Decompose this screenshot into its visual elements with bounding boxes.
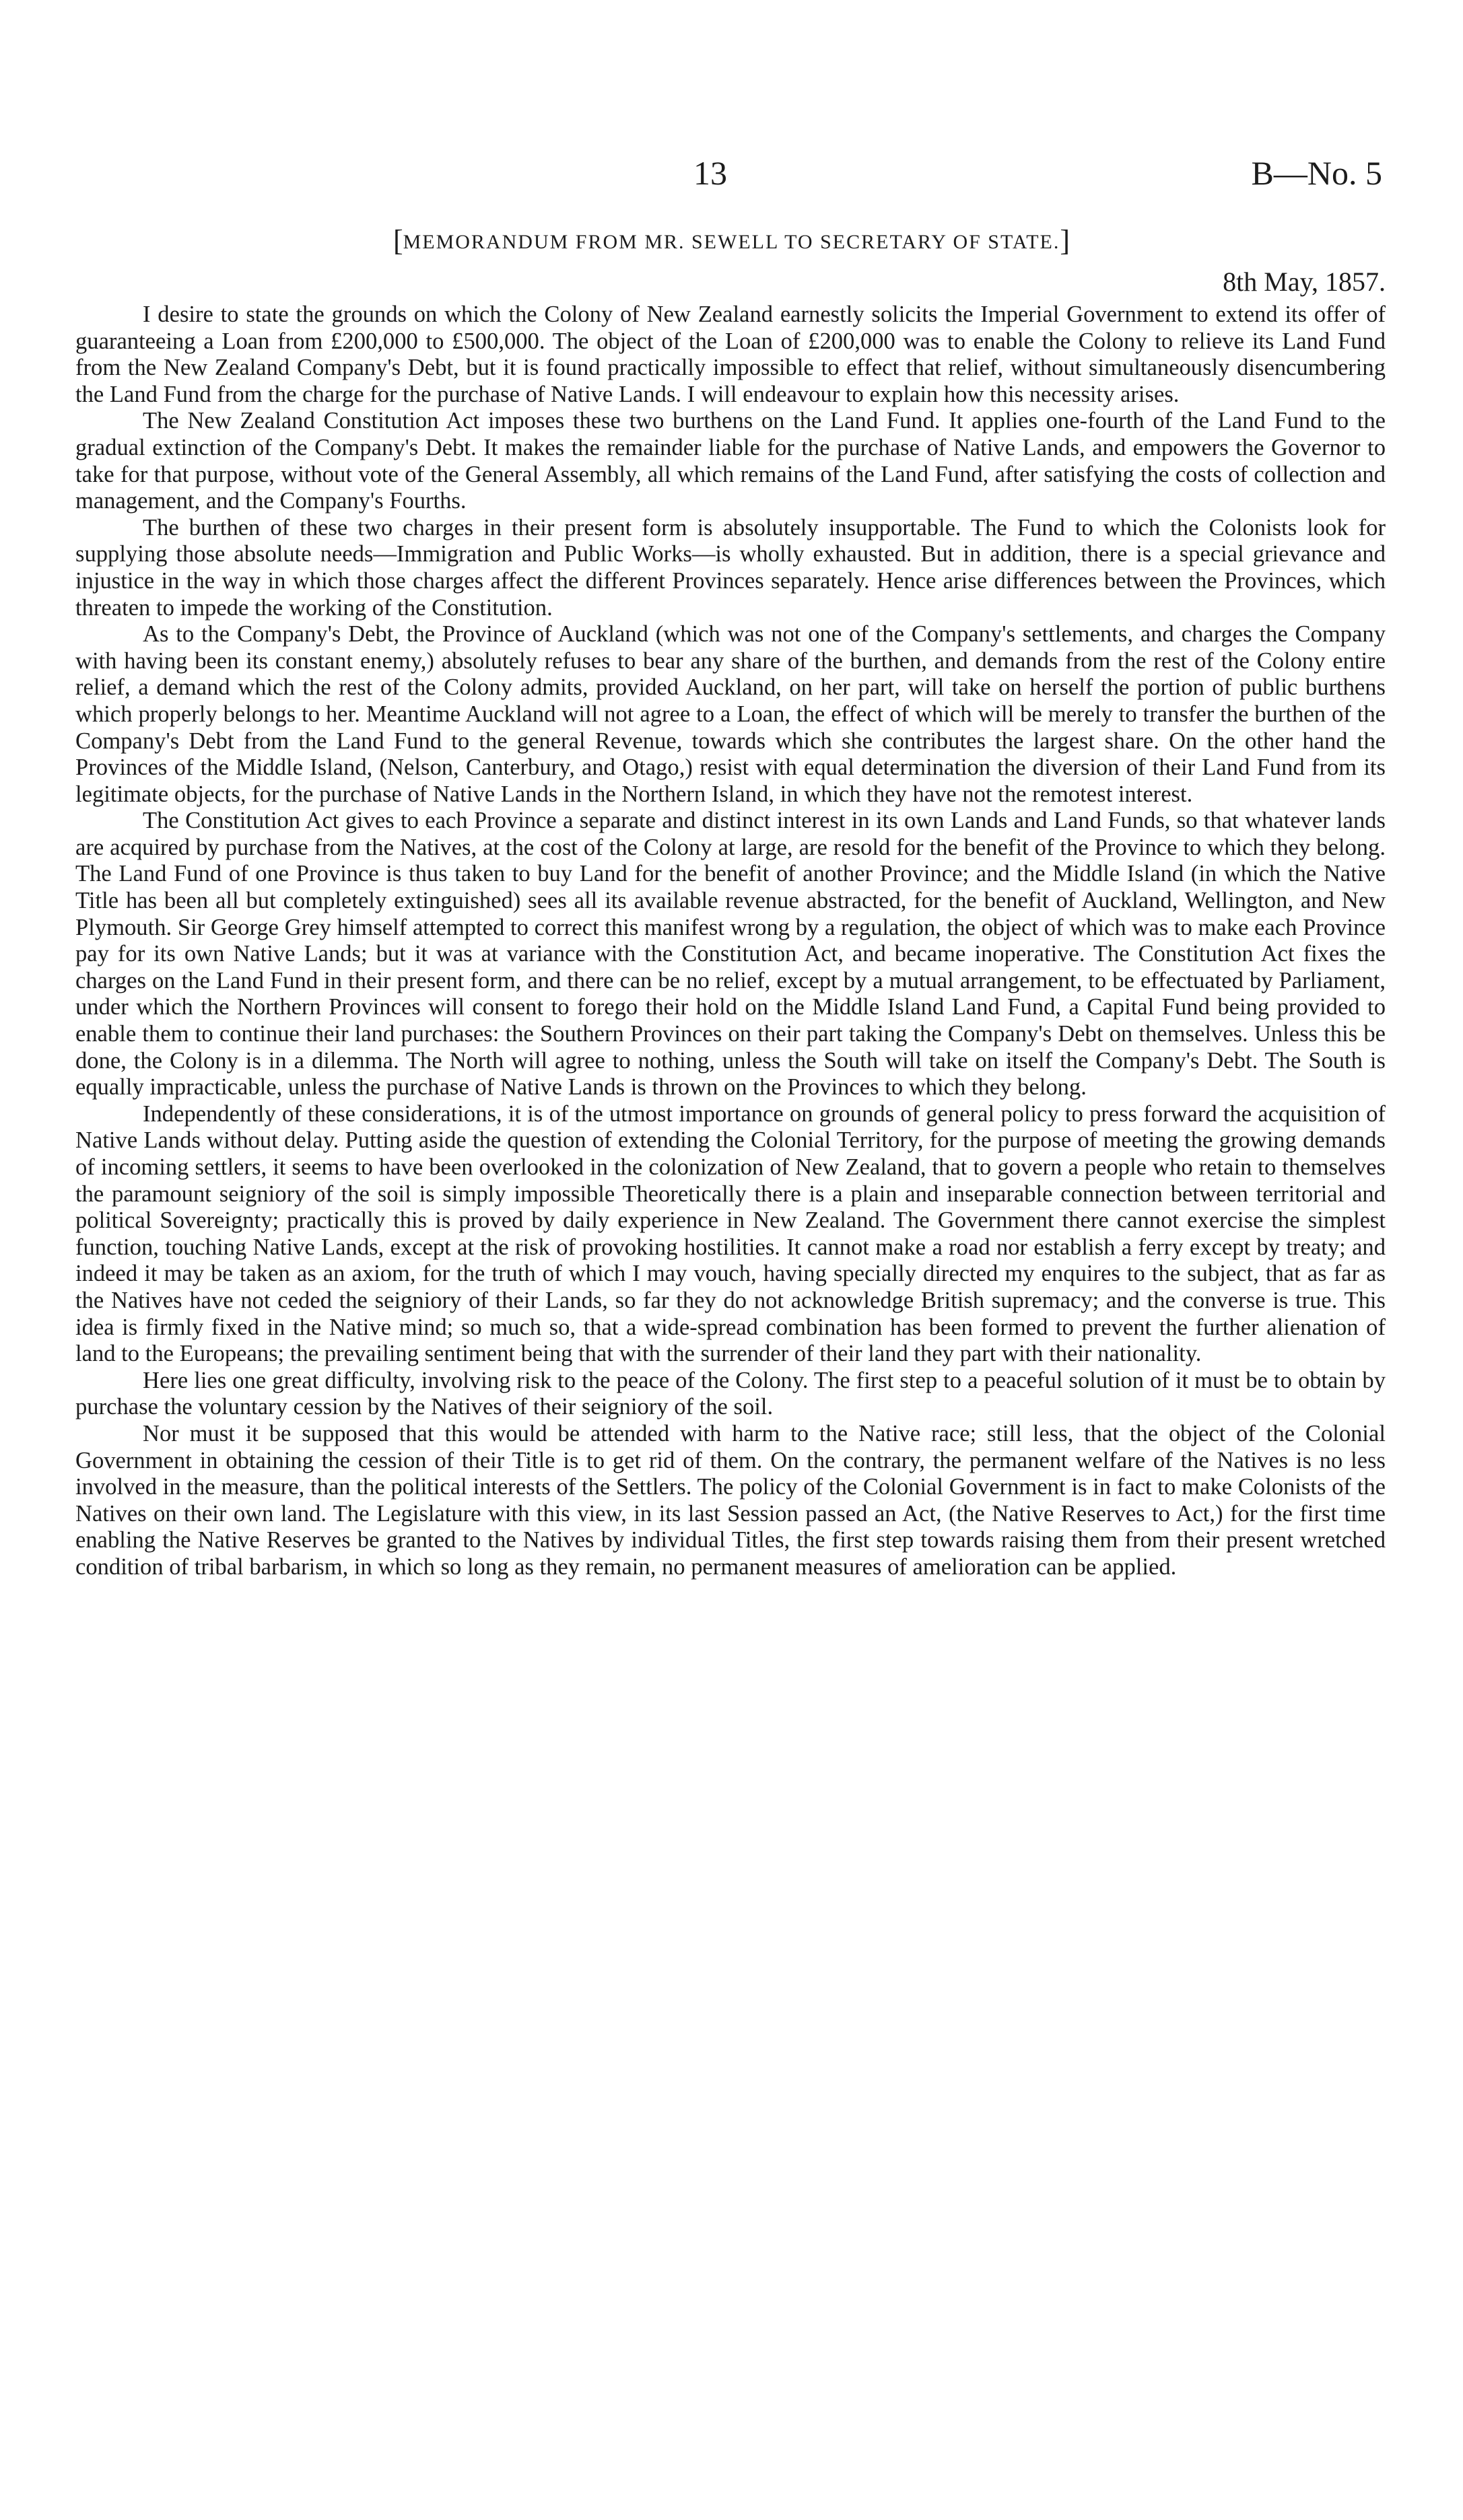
paragraph-4: As to the Company's Debt, the Province of Auckland (which was not one of the Company's settlements, and charges the Company with having been its constant enemy,) absolutely refuses to bear any share of the burthen, and demands from the rest of the Colony entire relief, a demand which the rest of the Colony admits, provided Auckland, on her part, will take on herself the portion of public burthens which properly belongs to her. Meantime Auckland will not agree to a Loan, the effect of which will be merely to transfer the burthen of the Company's Debt from the Land Fund to the general Revenue, towards which she contributes the largest share. On the other hand the Provinces of the Middle Island, (Nelson, Canterbury, and Otago,) resist with equal determination the diversion of their Land Fund from its legitimate objects, for the purchase of Native Lands in the Northern Island, in which they have not the remotest interest.: [75, 621, 1386, 807]
page-number: 13: [693, 154, 727, 192]
paragraph-8: Nor must it be supposed that this would be attended with harm to the Native race; still less, that the object of the Colonial Government in obtaining the cession of their Title is to get rid of them. On the contrary, the permanent welfare of the Natives is no less involved in the measure, than the political interests of the Settlers. The policy of the Colonial Government is in fact to make Colonists of the Natives on their own land. The Legislature with this view, in its last Session passed an Act, (the Native Reserves to Act,) for the first time enabling the Native Reserves be granted to the Natives by individual Titles, the first step towards raising them from their present wretched condition of tribal barbarism, in which so long as they remain, no permanent measures of amelioration can be applied.: [75, 1420, 1386, 1580]
paragraph-6: Independently of these considerations, it is of the utmost importance on grounds of general policy to press forward the acquisition of Native Lands without delay. Putting aside the question of extending the Colonial Territory, for the purpose of meeting the growing demands of incoming settlers, it seems to have been overlooked in the colonization of New Zealand, that to govern a people who retain to themselves the paramount seigniory of the soil is simply impossible Theoretically there is a plain and inseparable connection between territorial and political Sovereignty; practically this is proved by daily experience in New Zealand. The Government there cannot exercise the simplest function, touching Native Lands, except at the risk of provoking hostilities. It cannot make a road nor establish a ferry except by treaty; and indeed it may be taken as an axiom, for the truth of which I may vouch, having specially directed my enquires to the subject, that as far as the Natives have not ceded the seigniory of their Lands, so far they do not acknowledge British supremacy; and the converse is true. This idea is firmly fixed in the Native mind; so much so, that a wide-spread combination has been formed to prevent the further alienation of land to the Europeans; the prevailing sentiment being that with the surrender of their land they part with their nationality.: [75, 1100, 1386, 1367]
memorandum-body: [75, 302, 1386, 1581]
paragraph-5: The Constitution Act gives to each Province a separate and distinct interest in its own Lands and Land Funds, so that whatever lands are acquired by purchase from the Natives, at the cost of the Colony at large, are resold for the benefit of the Province to which they belong. The Land Fund of one Province is thus taken to buy Land for the benefit of another Province; and the Middle Island (in which the Native Title has been all but completely extinguished) sees all its available revenue abstracted, for the benefit of Auckland, Wellington, and New Plymouth. Sir George Grey himself attempted to correct this manifest wrong by a regulation, the object of which was to make each Province pay for its own Native Lands; but it was at variance with the Constitution Act, and became inoperative. The Constitution Act fixes the charges on the Land Fund in their present form, and there can be no relief, except by a mutual arrangement, to be effectuated by Parliament, under which the Northern Provinces will consent to forego their hold on the Middle Island Land Fund, a Capital Fund being provided to enable them to continue their land purchases: the Southern Provinces on their part taking the Company's Debt on themselves. Unless this be done, the Colony is in a dilemma. The North will agree to nothing, unless the South will take on itself the Company's Debt. The South is equally impracticable, unless the purchase of Native Lands is thrown on the Provinces to which they belong.: [75, 808, 1386, 1100]
heading-bracket-close: ]: [1060, 224, 1070, 257]
paragraph-2: The New Zealand Constitution Act imposes these two burthens on the Land Fund. It applies one-fourth of the Land Fund to the gradual extinction of the Company's Debt. It makes the remainder liable for the purchase of Native Lands, and empowers the Governor to take for that purpose, without vote of the General Assembly, all which remains of the Land Fund, after satisfying the costs of collection and management, and the Company's Fourths.: [75, 408, 1386, 514]
heading-bracket-open: [: [393, 224, 403, 257]
paragraph-3: The burthen of these two charges in their present form is absolutely insupportable. The Fund to which the Colonists look for supplying those absolute needs—Immigration and Public Works—is wholly exhausted. But in addition, there is a special grievance and injustice in the way in which those charges affect the different Provinces separately. Hence arise differences between the Provinces, which threaten to impede the working of the Constitution.: [75, 514, 1386, 621]
memorandum-heading: [0, 223, 1463, 258]
heading-title: MEMORANDUM FROM MR. SEWELL TO SECRETARY OF STATE.: [403, 231, 1060, 253]
paragraph-1: I desire to state the grounds on which the Colony of New Zealand earnestly solicits the Imperial Government to extend its offer of guaranteeing a Loan from £200,000 to £500,000. The object of the Loan of £200,000 was to enable the Colony to relieve its Land Fund from the New Zealand Company's Debt, but it is found practically impossible to effect that relief, without simultaneously disencumbering the Land Fund from the charge for the purchase of Native Lands. I will endeavour to explain how this necessity arises.: [75, 302, 1386, 407]
document-id: B—No. 5: [1251, 154, 1382, 192]
paragraph-7: Here lies one great difficulty, involving risk to the peace of the Colony. The first step to a peaceful solution of it must be to obtain by purchase the voluntary cession by the Natives of their seigniory of the soil.: [75, 1367, 1386, 1420]
memorandum-date: 8th May, 1857.: [1223, 267, 1386, 297]
